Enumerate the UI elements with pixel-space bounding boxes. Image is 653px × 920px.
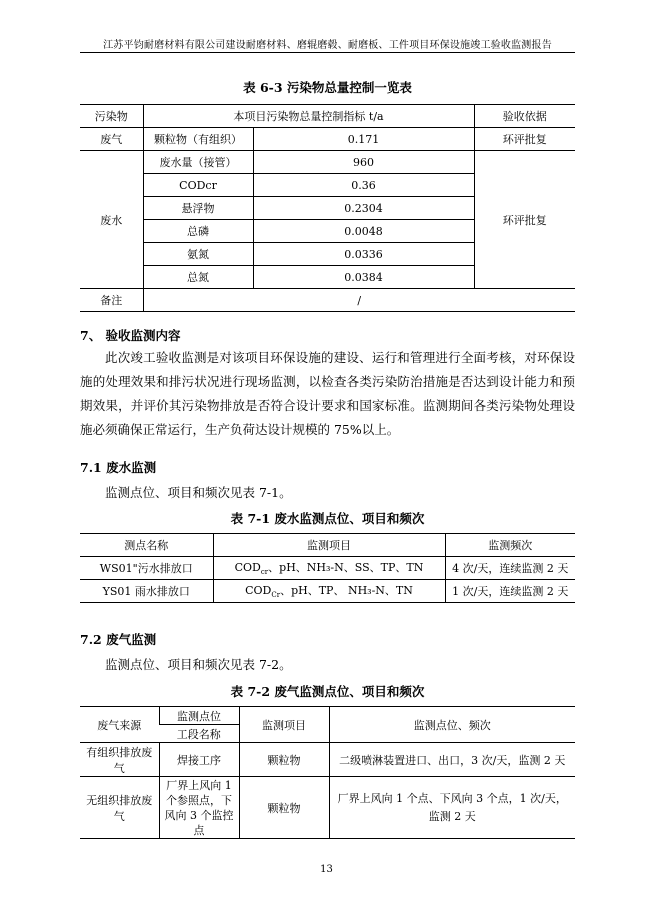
section-7-paragraph: 此次竣工验收监测是对该项目环保设施的建设、运行和管理进行全面考核，对环保设施的处理效果和排污状况进行现场监测，以检查各类污染防治措施是否达到设计能力和预期效果，并评价其污染物排放是否符合设计要求和国家标准。监测期间各类污染物处理设施必须确保正常运行，生产负荷达设计规模的 75%以上。: [80, 350, 575, 437]
note-label-cell: 备注: [80, 289, 143, 312]
table-row: [80, 128, 575, 151]
items-text: 、pH、TP、 NH₃-N、TN: [280, 584, 413, 598]
table-6-3-caption: 表 6-3 污染物总量控制一览表: [243, 80, 412, 95]
section-cell: 焊接工序: [159, 743, 239, 777]
section-7-1-text: 监测点位、项目和频次见表 7-1。: [105, 485, 292, 500]
items-text: COD: [245, 584, 272, 598]
header-cell: 监测点位、频次: [329, 707, 575, 743]
table-7-2-caption: 表 7-2 废气监测点位、项目和频次: [230, 684, 425, 699]
note-value-cell: /: [143, 289, 575, 312]
header-cell: 监测频次: [445, 534, 575, 557]
table-row: [80, 105, 575, 128]
basis-cell: 环评批复: [474, 151, 575, 289]
items-text: 、pH、NH₃-N、SS、TP、TN: [268, 561, 424, 575]
item-cell: 废水量（接管）: [143, 151, 253, 174]
header-cell: 监测点位: [159, 707, 239, 725]
value-cell: 0.0384: [253, 266, 474, 289]
header-rule: [80, 52, 575, 53]
item-cell: CODcr: [143, 174, 253, 197]
value-cell: 0.0048: [253, 220, 474, 243]
table-7-1-caption: 表 7-1 废水监测点位、项目和频次: [230, 511, 425, 526]
items-cell: [213, 580, 445, 603]
section-7-2-title: 7.2 废气监测: [80, 632, 157, 647]
item-cell: 悬浮物: [143, 197, 253, 220]
header-cell: 测点名称: [80, 534, 213, 557]
frequency-cell: 二级喷淋装置进口、出口，3 次/天，监测 2 天: [329, 743, 575, 777]
table-6-3: [80, 104, 575, 312]
table-row: [80, 289, 575, 312]
value-cell: 960: [253, 151, 474, 174]
point-cell: YS01 雨水排放口: [80, 580, 213, 603]
section-7-1-title: 7.1 废水监测: [80, 460, 157, 475]
table-row: [80, 557, 575, 580]
frequency-cell: 4 次/天，连续监测 2 天: [445, 557, 575, 580]
items-subscript: Cr: [271, 591, 281, 600]
frequency-cell: 1 次/天，连续监测 2 天: [445, 580, 575, 603]
section-cell: 厂界上风向 1 个参照点，下风向 3 个监控点: [159, 777, 239, 839]
value-cell: 0.2304: [253, 197, 474, 220]
item-cell: 总磷: [143, 220, 253, 243]
header-cell: 废气来源: [80, 707, 159, 743]
basis-cell: 环评批复: [474, 128, 575, 151]
item-cell: 颗粒物（有组织）: [143, 128, 253, 151]
page-number: 13: [320, 864, 333, 875]
value-cell: 0.171: [253, 128, 474, 151]
header-cell: 监测项目: [213, 534, 445, 557]
table-7-2: [80, 706, 575, 839]
item-cell: 总氮: [143, 266, 253, 289]
pollutant-cell: 废水: [80, 151, 143, 289]
header-cell: 污染物: [80, 105, 143, 128]
source-cell: 无组织排放废气: [80, 777, 159, 839]
header-cell: 工段名称: [159, 725, 239, 743]
items-subscript: cr: [260, 568, 269, 577]
items-text: COD: [234, 561, 261, 575]
table-row: [80, 151, 575, 174]
point-cell: WS01"污水排放口: [80, 557, 213, 580]
item-cell: 颗粒物: [239, 743, 329, 777]
header-cell: 本项目污染物总量控制指标 t/a: [143, 105, 474, 128]
table-row: [80, 707, 575, 725]
section-7-2-text: 监测点位、项目和频次见表 7-2。: [105, 657, 292, 672]
header-cell: 监测项目: [239, 707, 329, 743]
table-row: [80, 743, 575, 777]
table-row: [80, 777, 575, 839]
header-cell: 验收依据: [474, 105, 575, 128]
source-cell: 有组织排放废气: [80, 743, 159, 777]
items-cell: [213, 557, 445, 580]
section-7-title: 7、 验收监测内容: [80, 328, 181, 343]
table-7-1: [80, 533, 575, 603]
table-row: [80, 580, 575, 603]
page-header: 江苏平钧耐磨材料有限公司建设耐磨材料、磨辊磨毂、耐磨板、工件项目环保设施竣工验收监测报告: [103, 40, 552, 51]
value-cell: 0.36: [253, 174, 474, 197]
table-row: [80, 534, 575, 557]
value-cell: 0.0336: [253, 243, 474, 266]
item-cell: 氨氮: [143, 243, 253, 266]
pollutant-cell: 废气: [80, 128, 143, 151]
item-cell: 颗粒物: [239, 777, 329, 839]
frequency-cell: 厂界上风向 1 个点、下风向 3 个点，1 次/天，监测 2 天: [329, 777, 575, 839]
